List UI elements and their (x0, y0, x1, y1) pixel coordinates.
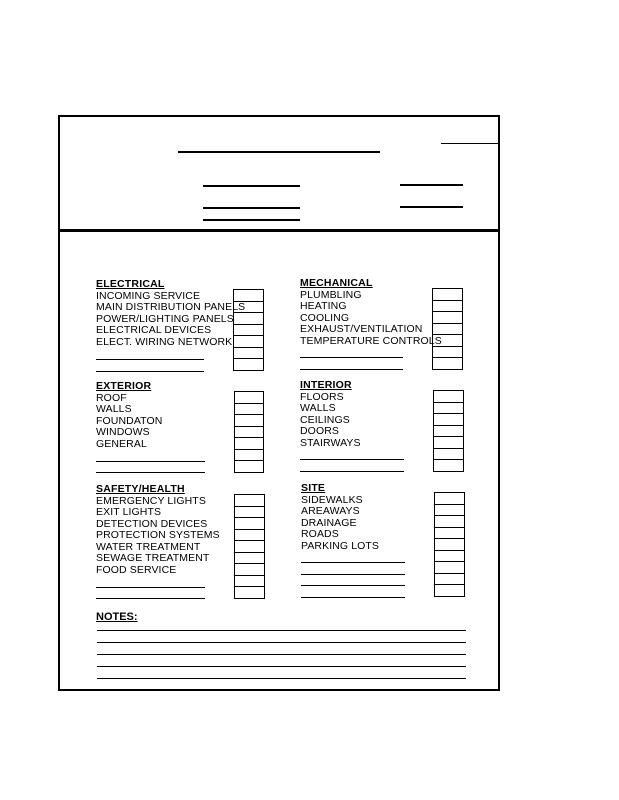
checkbox[interactable] (433, 324, 462, 336)
checkbox[interactable] (434, 460, 463, 472)
header-blank-field-5 (203, 219, 300, 221)
notes-line[interactable] (97, 654, 466, 655)
checkbox[interactable] (433, 335, 462, 347)
checkbox[interactable] (235, 438, 263, 450)
interior-item: STAIRWAYS (300, 436, 361, 449)
checkbox[interactable] (435, 574, 464, 586)
header-blank-top-right (441, 143, 500, 144)
checkbox[interactable] (235, 530, 264, 542)
checkbox[interactable] (435, 539, 464, 551)
checkbox[interactable] (435, 562, 464, 574)
electrical-item: INCOMING SERVICE (96, 289, 201, 302)
interior-blank-line[interactable] (300, 459, 404, 460)
checkbox[interactable] (434, 426, 463, 438)
header-blank-field-1 (203, 185, 300, 187)
checkbox[interactable] (434, 437, 463, 449)
checkbox[interactable] (234, 336, 263, 348)
checkbox[interactable] (433, 289, 462, 301)
site-blank-line[interactable] (301, 574, 405, 575)
safety-health-blank-line[interactable] (96, 587, 205, 588)
exterior-blank-line[interactable] (96, 461, 205, 462)
exterior-item: GENERAL (96, 437, 147, 450)
checkbox[interactable] (234, 302, 263, 314)
checkbox[interactable] (235, 507, 264, 519)
checkbox[interactable] (434, 391, 463, 403)
site-item: SIDEWALKS (301, 493, 363, 506)
safety-health-item: EXIT LIGHTS (96, 506, 162, 518)
checkbox[interactable] (235, 461, 263, 473)
safety-health-item: FOOD SERVICE (96, 563, 177, 576)
checkbox[interactable] (435, 585, 464, 597)
checkbox[interactable] (234, 290, 263, 302)
checkbox[interactable] (235, 541, 264, 553)
mechanical-item: TEMPERATURE CONTROLS (300, 334, 442, 347)
electrical-item: POWER/LIGHTING PANELS (96, 312, 234, 325)
interior-checkbox-column (433, 390, 464, 472)
exterior-item: WALLS (96, 403, 132, 415)
checkbox[interactable] (235, 587, 264, 599)
safety-health-item: WATER TREATMENT (96, 540, 201, 553)
notes-line[interactable] (97, 642, 466, 643)
checkbox[interactable] (235, 576, 264, 588)
mechanical-blank-line[interactable] (300, 357, 403, 358)
electrical-checkbox-column (233, 289, 264, 371)
checkbox[interactable] (435, 493, 464, 505)
safety-health-item: DETECTION DEVICES (96, 517, 208, 530)
header-blank-field-2 (400, 184, 463, 186)
checkbox[interactable] (235, 392, 263, 404)
checkbox[interactable] (234, 325, 263, 337)
header-blank-title (178, 151, 380, 153)
site-item: AREAWAYS (301, 505, 360, 517)
exterior-checkbox-column (234, 391, 264, 473)
interior-item: CEILINGS (300, 413, 350, 426)
exterior-item: ROOF (96, 391, 127, 404)
header-divider (58, 229, 500, 232)
checkbox[interactable] (234, 313, 263, 325)
checkbox[interactable] (235, 450, 263, 462)
checkbox[interactable] (435, 551, 464, 563)
safety-health-title: SAFETY/HEALTH (96, 483, 185, 495)
checkbox[interactable] (433, 347, 462, 359)
interior-item: DOORS (300, 425, 340, 437)
mechanical-section (300, 278, 442, 347)
site-item: ROADS (301, 528, 339, 540)
mechanical-item: HEATING (300, 300, 347, 312)
site-item: DRAINAGE (301, 516, 357, 529)
mechanical-item: PLUMBLING (300, 288, 362, 301)
site-section (301, 483, 379, 552)
checkbox[interactable] (435, 505, 464, 517)
checkbox[interactable] (235, 495, 264, 507)
interior-item: WALLS (300, 402, 336, 414)
header-blank-field-4 (400, 206, 463, 208)
safety-health-item: PROTECTION SYSTEMS (96, 529, 220, 541)
safety-health-blank-line[interactable] (96, 598, 205, 599)
checkbox[interactable] (434, 403, 463, 415)
checkbox[interactable] (434, 449, 463, 461)
site-blank-line[interactable] (301, 562, 405, 563)
exterior-section (96, 381, 162, 450)
electrical-section (96, 279, 245, 348)
electrical-blank-line[interactable] (96, 371, 204, 372)
mechanical-blank-line[interactable] (300, 369, 403, 370)
checkbox[interactable] (234, 348, 263, 360)
interior-title: INTERIOR (300, 379, 352, 391)
checkbox[interactable] (235, 427, 263, 439)
checkbox[interactable] (433, 312, 462, 324)
notes-line[interactable] (97, 630, 466, 631)
safety-health-section (96, 484, 220, 576)
interior-blank-line[interactable] (300, 471, 404, 472)
notes-line[interactable] (97, 666, 466, 667)
exterior-item: FOUNDATON (96, 414, 163, 427)
checkbox[interactable] (235, 564, 264, 576)
safety-health-checkbox-column (234, 494, 265, 599)
checkbox[interactable] (235, 415, 263, 427)
safety-health-item: EMERGENCY LIGHTS (96, 494, 206, 507)
exterior-title: EXTERIOR (96, 380, 152, 392)
checkbox[interactable] (235, 404, 263, 416)
mechanical-checkbox-column (432, 288, 463, 370)
checkbox[interactable] (433, 358, 462, 370)
site-checkbox-column (434, 492, 465, 597)
notes-line[interactable] (97, 678, 466, 679)
electrical-item: ELECTRICAL DEVICES (96, 324, 212, 336)
mechanical-item: EXHAUST/VENTILATION (300, 323, 423, 335)
exterior-blank-line[interactable] (96, 472, 205, 473)
electrical-title: ELECTRICAL (96, 278, 165, 290)
checkbox[interactable] (234, 359, 263, 371)
mechanical-item: COOLING (300, 311, 350, 324)
checkbox[interactable] (433, 301, 462, 313)
electrical-blank-line[interactable] (96, 359, 204, 360)
checkbox[interactable] (435, 528, 464, 540)
electrical-item: ELECT. WIRING NETWORK (96, 335, 233, 348)
checkbox[interactable] (435, 516, 464, 528)
electrical-item: MAIN DISTRIBUTION PANELS (96, 301, 246, 313)
site-item: PARKING LOTS (301, 539, 380, 552)
header-blank-field-3 (203, 207, 300, 209)
notes-title: NOTES: (96, 611, 138, 623)
checkbox[interactable] (235, 518, 264, 530)
site-blank-line[interactable] (301, 585, 405, 586)
checkbox[interactable] (235, 553, 264, 565)
interior-section (300, 380, 361, 449)
mechanical-title: MECHANICAL (300, 277, 373, 289)
exterior-item: WINDOWS (96, 426, 150, 438)
site-blank-line[interactable] (301, 597, 405, 598)
site-title: SITE (301, 482, 326, 494)
safety-health-item: SEWAGE TREATMENT (96, 552, 210, 564)
checkbox[interactable] (434, 414, 463, 426)
interior-item: FLOORS (300, 390, 344, 403)
